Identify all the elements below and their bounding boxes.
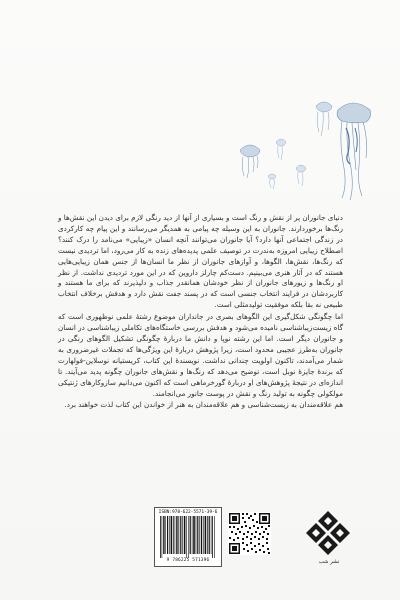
isbn-number: ISBN:978-622-5571-39-6: [158, 510, 218, 515]
barcode-icon: [158, 516, 218, 558]
large-jellyfish: [337, 103, 370, 200]
small-jellyfish: [240, 145, 260, 178]
blurb-paragraph-3: هم علاقه‌مندان به زیست‌شناسی و هم علاقه‌مندان به هنر از خواندن این کتاب لذت خواهند برد.: [64, 400, 343, 410]
back-cover-blurb: [58, 213, 343, 412]
blurb-paragraph-1: دنیای جانوران پر از نقش و رنگ است و بسیاری از آنها از دید رنگی لازم برای دیدن این نقش‌ها و رنگ‌ها برخوردارند. جانوران به این وسیله چه پیامی به همدیگر می‌رسانند و این پیام چه کارکردی در زندگی اجتماعی آنها دارد؟ آیا جانوران می‌توانند آنچه انسان «زیبایی» می‌نامد را درک کنند؟ اصطلاح زیبایی امروزه به‌ندرت در توصیف علمی پدیده‌های زنده به کار می‌رود، اما تردیدی نیست که رنگ‌ها، نقش‌ها، الگوها، و آوازهای جانوران از نظر ما انسان‌ها از جنس همان زیبایی‌هایی هستند که در آثار هنری می‌بینیم. دست‌کم چارلز داروین که در این مورد تردیدی نداشت. از نظر او رنگ‌ها و زیورهای جانوران از نظر خودشان همانقدر جذاب و دلپذیرند که برای ما هستند و کاربردشان در فرایند انتخاب جنسی است که در پسند جفت نقش دارد و هدفش برخلاف انتخاب طبیعی نه بقا بلکه موفقیت تولیدمثلی است.: [58, 213, 343, 310]
medium-jellyfish: [316, 102, 332, 136]
barcode-digits: 9 786225 571396: [166, 558, 210, 563]
qr-code-icon: [228, 512, 271, 555]
isbn-barcode-block: [154, 507, 222, 567]
publisher-name: نشر شب: [318, 559, 340, 565]
blurb-paragraph-2: اما چگونگی شکل‌گیری این الگوهای بصری در جانداران موضوع رشتهٔ علمی نوظهوری است که گاه زیست‌زیباشناسی نامیده می‌شود و هدفش بررسی خاستگاه‌های تکاملی زیباشناسی در انسان و جانوران دیگر است. اما این رشته نوپا و دانش ما دربارهٔ چگونگی تشکیل الگوهای رنگی در جانوران به‌طرز عجیبی محدود است، زیرا پژوهش دربارهٔ این ویژگی‌ها که تجملات غیرضروری به شمار می‌آمدند، تاکنون اولویت چندانی نداشت. نویسندهٔ این کتاب، کریستیانه نوسلاین-فولهارت که برندهٔ جایزهٔ نوبل است، توضیح می‌دهد که رنگ‌ها و نقش‌های جانوران چگونه پدید می‌آیند. تا اندازه‌ای در نتیجهٔ پژوهش‌های او دربارهٔ گورخرماهی است که اکنون می‌دانیم سازوکارهای ژنتیکی مولکولی چگونه به تولید رنگ و نقش در پوست جانور می‌انجامند.: [58, 312, 343, 398]
publisher-logo-icon: [304, 509, 352, 557]
jellyfish-illustration: [238, 98, 388, 203]
